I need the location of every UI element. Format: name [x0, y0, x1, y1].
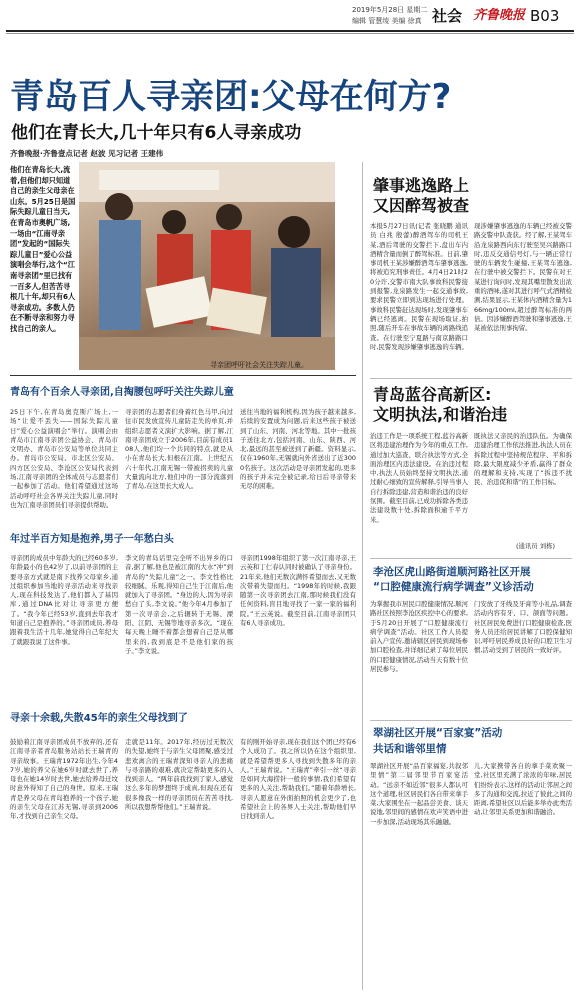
- right-story2-title-line1: 青岛蓝谷高新区:: [373, 385, 492, 404]
- header-rule: [6, 30, 574, 32]
- right-story4-title-line2: 共话和谐邻里情: [373, 743, 447, 755]
- article3-heading: 寻亲十余载,失散45年的亲生父母找到了: [10, 713, 188, 724]
- article1-col2: 寻亲团的志愿者们身着红色马甲,向过往市民发放宣传儿童防走失的单页,并组织志愿者义演扩大影响。据了解,江南寻亲团成立于2006年,目前有成员108人,他们均一个共同的特点,就是从小在青岛长大,但根在江南。上世纪五六十年代,江南无锡一带被拐卖的儿童大量流向北方,他们中的一部分流落到了青岛,在这里长大成人。: [125, 408, 233, 491]
- right-story4-col1: 翠湖社区开展“品百家福宴,共叙邻里情”第二届邻里节百家宴活动。“远亲不如近邻”很多人都认可这个道理,社区居民们各自带来拿手菜,大家围坐在一起品尝美食、谈天说地,邻里间的感情在欢声笑语中进一步加深,活动现场其乐融融。: [370, 762, 468, 826]
- news-photo: [79, 162, 335, 370]
- article2-col2: 李文的青岛话里完全听不出异乡的口音,据了解,他也是被江南的大水“冲”到青岛的“失踪儿童”之一。李文性格比较细腻、乐观,得知自己生于江南后,他就加入了寻亲团。“身边的人,因为寻亲愁白了头,李文说。”他今年4月参加了第一次寻亲会,之后辗转于无锡、溧阳、江阴、无锡等地寻亲多次。“现在每天晚上睡不着都会想着自己是从哪里来的,我到底是不是他们家的孩子。”李文说。: [125, 554, 233, 655]
- article1-col1: 25日下午,在青岛奥克斯广场上,一场“让爱不丢失——国际失踪儿童日”爱心公益演唱会”举行。演唱会由青岛市江南寻亲团公益协会、青岛市文明办、青岛市公安局等单位共同主办。青岛市公安局、市北区公安局、四方区公安局、李沧区公安局代表到场,江南寻亲团的全体成员与志愿者们一起参加了活动。他们希望通过这场活动呼吁社会各界关注失踪儿童,同时也为江南寻亲团员们寻亲提供帮助。: [10, 408, 118, 509]
- right-story3-col1: 为掌握我市居民口腔健康情况,顺河路社区按照李沧区疾控中心的要求,于5月20日开展了“口腔健康流行病学调查”活动。社区工作人员提前入户宣传,邀请辖区居民到现场参加口腔检查,并详细记录了每位居民的口腔健康情况,活动当天有数十位居民参与。: [370, 600, 468, 674]
- right-rule-1: [370, 378, 572, 379]
- right-story2-title-line2: 文明执法,和谐治违: [373, 405, 508, 424]
- right-story2-col2: 既执法又亲民的治违队伍。为确保违建治理工作依法推进,执法人员在拆除过程中坚持规范程序、平和拆除,最大限度减少矛盾,赢得了群众的理解和支持,实现了“拆违不扰民、治违促和谐”的工作目标。: [474, 432, 572, 487]
- right-rule-2: [370, 558, 572, 559]
- main-byline: 齐鲁晚报·齐鲁壹点记者 赵波 见习记者 王建伟: [10, 149, 164, 158]
- article3-col3: 有的刚开始寻亲,现在我们这个团已经有6个人成功了。我之所以仍在这个组织里,就是希望帮更多人寻找到失散多年的亲人。”王瑞青说。“王瑞青”牵引一丝“寻亲是如同大海捞针一般的事情,我们希望有更多的人关注,帮助我们。”随着年龄增长,寻亲人愿意在外面拍照的机会更少了,也希望社会上的各界人士关注,帮助他们早日找到亲人。: [240, 738, 356, 821]
- right-rule-3: [370, 720, 572, 721]
- article1-col3: 送往当地的福利机构,因为孩子越来越多,后续的安置成为问题,后来这些孩子被送到了山东、河南、河北等地。其中一批孩子送往北方,包括河南、山东、陕西、河北,最远的甚至被送到了新疆。资料显示,仅在1960年,无锡就向外省送出了近3000名孩子。这次活动是寻亲团发起的,更多的孩子并未完全被记录,给日后寻亲带来无尽的困难。: [240, 408, 356, 491]
- right-story1-title-line1: 肇事逃逸路上: [373, 176, 470, 195]
- intro-text: 他们在青岛长大,流着,但他们却只知道自己的亲生父母亲在山东。5月25日是国际失踪儿童日当天,在青岛市奥帆广场,一场由“江南寻亲团”发起的“国际失踪儿童日”爱心公益演唱会举行,这个“江南寻亲团”里已找有一百多人,但苦苦寻根几十年,却只有6人寻亲成功。多数人仍在不断寻亲和努力寻找自己的亲人。: [10, 165, 76, 333]
- article2-col1: 寻亲团的成员中年龄大的已经60多岁,年龄最小的也42岁了,以前寻亲团的主要寻亲方式就是南下找养父母家乡,通过组织参加当地的寻亲活动来寻找亲人,现在科技发达了,他们都入了基因库,通过DNA比对让寻亲更方便了。“我今年已经53岁,直到去年我才知道自己是抱养的。”寻亲团成员,养母跟着我生活十几年,她觉得自己年纪大了就跟我说了这件事。: [10, 554, 118, 646]
- right-story3-col2: 门安放了牙线及牙膏等小礼品,调查活动内容有牙、口、颌面等问题。社区居民免费进行口腔健康检查,医务人员还给居民讲解了口腔保健知识,呼吁居民养成良好的口腔卫生习惯,活动受到了居民的一致好评。: [474, 600, 572, 655]
- main-headline: 青岛百人寻亲团:父母在何方?: [10, 77, 452, 117]
- right-story1-col1: 本报5月27日讯(记者 张晓鹏 通讯员 白兆 殷蕾)醉酒驾车的司机王某,酒后驾驶的交警拦下,盘出车内酒精含量而倒了醉驾标准。日前,肇事司机王某涉嫌醉酒驾车肇事逃逸,将被追究刑事责任。4月4日21时20分许,交警市南大队事故科民警接到报警,龙泉路发生一起交通事故,要求民警立即到达现场进行处理。事故科民警赶达现场时,发现肇事车辆已经逃离。民警在现场取证,拍照,随后开车在事故车辆的离路线追查。在行驶至宁夏路与南京路路口时,民警发现涉嫌肇事逃逸的车辆。: [370, 222, 468, 351]
- section-rule: [10, 375, 356, 376]
- column-divider: [362, 162, 363, 990]
- article3-col2: 走就是11年。2017年,经历过无数次的失望,她终于与亲生父母团聚,感受过悲欢离合的王瑞青深知寻亲人的悲痛与寻亲路的艰难,就决定帮助更多的人找到亲人。“两年前我找到了家人,感觉这么多年的梦想终于成真,但现在还有很多像我一样的寻亲团员在苦苦寻找,所以我想帮帮他们。”王瑞青说。: [125, 738, 233, 812]
- right-story4-title-line1: 翠湖社区开展“百家宴”活动: [373, 727, 503, 739]
- header-editors: 编辑 管慧绫 美编 徐真: [352, 17, 422, 25]
- article3-col1: 鼓励着江南寻亲团成员不放弃的,还有江南寻亲者青岛服务站站长王瑞青的寻亲故事。王瑞青1972年出生,今年47岁,她的养父在她6岁时就去世了,养母也在她14岁时去世,她去给养母迁坟时意外得知了自己的身世。原来,王瑞青是养父母在青岛抱养的一个孩子,她的亲生父母在江苏无锡,寻亲到2006年,才找到自己亲生父母。: [10, 738, 118, 821]
- right-story1-col2: 现涉嫌肇事逃逸的车辆已经被交警路交警中队查获。经了解,王某驾车沿龙泉路西向东行驶至吴兴路路口时,违反交通信号灯,与一辆正常行驶的车辆发生碰撞,王某驾车逃逸,在行驶中被交警拦下。民警在对王某进行询问时,发现其嘴里散发出浓重的酒味,遂对其进行呼气式酒精检测,结果显示,王某体内酒精含量为166mg/100ml,超过醉驾标准的两倍。因涉嫌醉酒驾驶和肇事逃逸,王某被依法刑事拘留。: [474, 222, 572, 333]
- header-rule-thin: [6, 33, 574, 34]
- page-number: B03: [530, 7, 560, 25]
- right-story2-col1: 治违工作是一项系统工程,蓝谷高新区将违建治理作为今年的重点工作,通过加大巡查、联合执法等方式,全面治理区内违法建设。在治违过程中,执法人员始终坚持文明执法,通过耐心细致的宣传解释,引导当事人自行拆除违建,营造和谐治违的良好氛围。截至目前,已成功拆除各类违法建设数十处,拆除面积逾千平方米。: [370, 432, 468, 524]
- right-story2-credit: (通讯员 刘栋): [516, 542, 555, 550]
- photo-caption: 寻亲团呼吁社会关注失踪儿童。: [210, 361, 308, 369]
- right-story3-title-line1: 李沧区虎山路街道顺河路社区开展: [373, 566, 531, 578]
- right-story4-col2: 儿,大家携带各自的拿手菜欢聚一堂,社区里充满了浓浓的年味,居民们纷纷表示,这样的活动让邻居之间多了沟通和交流,拉近了彼此之间的距离,希望社区以后能多举办此类活动,让邻里关系更加和谐融洽。: [474, 762, 572, 817]
- newspaper-logo: 齐鲁晚报: [473, 8, 526, 23]
- section-name: 社会: [432, 7, 463, 25]
- article2-heading: 年过半百方知是抱养,男子一年愁白头: [10, 534, 174, 545]
- main-subtitle: 他们在青长大,几十年只有6人寻亲成功: [11, 123, 302, 143]
- article2-col3: 寻亲团1998年组织了第一次江南寻亲,王云英和丁仁春认同时被确认了寻亲身份。21年来,他们无数次满怀希望而去,又无数次带着失望而归。“1998年的时候,我跟随第一次寻亲团去江南,那时候我们没有任何资料,盲目地寻找了一家一家的福利院。”王云英说。截至目前,江南寻亲团只有6人寻亲成功。: [240, 554, 356, 628]
- right-story1-title-line2: 又因醉驾被查: [373, 196, 470, 215]
- right-story3-title-line2: “口腔健康流行病学调查”义诊活动: [373, 581, 534, 593]
- header-date: 2019年5月28日 星期二: [352, 6, 428, 14]
- article1-heading: 青岛有个百余人寻亲团,自掏腰包呼吁关注失踪儿童: [10, 387, 234, 398]
